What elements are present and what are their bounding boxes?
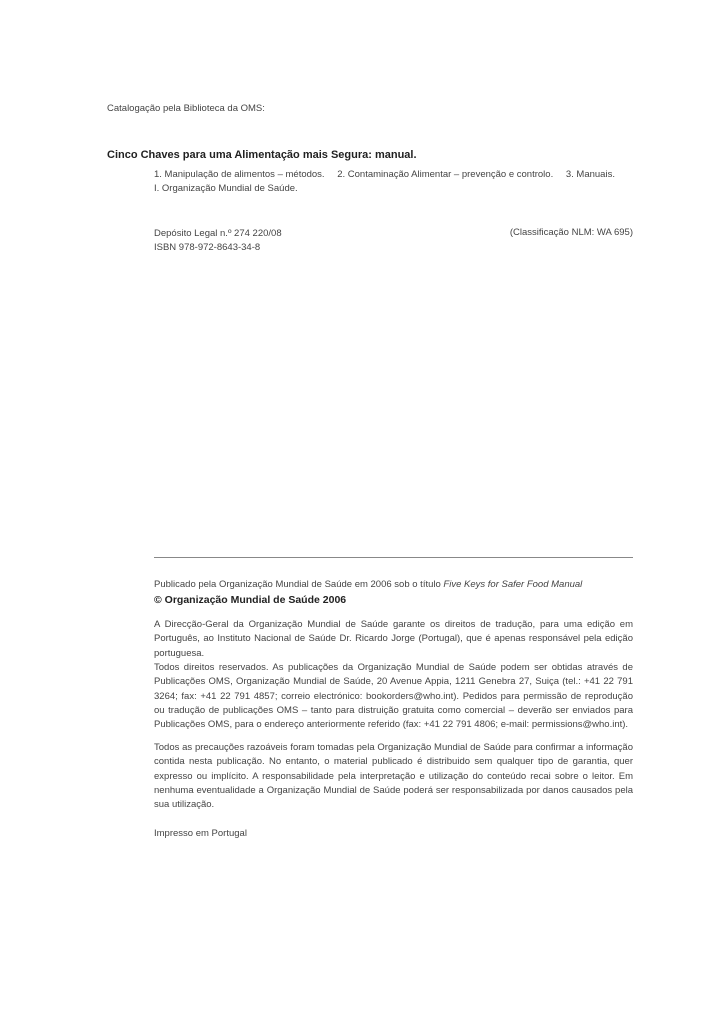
catalog-label: Catalogação pela Biblioteca da OMS: <box>107 103 265 114</box>
translation-rights-paragraph: A Direcção-Geral da Organização Mundial de Saúde garante os direitos de tradução, para uma edição em Português, ao Instituto Nacional de Saúde Dr. Ricardo Jorge (Portugal), que é apenas responsável pela edição portuguesa. <box>154 619 633 659</box>
disclaimer-paragraph: Todos as precauções razoáveis foram tomadas pela Organização Mundial de Saúde para confirmar a informação contida nesta publicação. No entanto, o material publicado é distribuido sem qualquer tipo de garantia, quer expresso ou implícito. A responsabilidade pela interpretação e utilização do conteúdo recai sobre o leitor. Em nenhuma eventualidade a Organização Mundial de Saúde poderá ser responsabilizada por danos causados pela sua utilização. <box>154 742 633 811</box>
isbn: ISBN 978-972-8643-34-8 <box>154 242 261 253</box>
subject-1: 1. Manipulação de alimentos – métodos. <box>154 169 325 180</box>
published-prefix: Publicado pela Organização Mundial de Saúde em 2006 sob o título <box>154 579 444 590</box>
printed-in: Impresso em Portugal <box>154 828 247 839</box>
nlm-classification: (Classificação NLM: WA 695) <box>509 227 633 238</box>
legal-deposit: Depósito Legal n.º 274 220/08 <box>154 228 282 239</box>
original-title: Five Keys for Safer Food Manual <box>443 579 583 590</box>
subject-2: 2. Contaminação Alimentar – prevenção e controlo. <box>337 169 554 180</box>
copyright-notice: © Organização Mundial de Saúde 2006 <box>154 594 347 606</box>
author-entry: I. Organização Mundial de Saúde. <box>154 183 298 194</box>
subject-3: 3. Manuais. <box>565 169 615 180</box>
subject-headings <box>154 168 625 196</box>
divider <box>154 557 633 558</box>
published-by <box>154 578 633 592</box>
legal-info <box>154 227 282 255</box>
rights-reserved-paragraph: Todos direitos reservados. As publicações da Organização Mundial de Saúde podem ser obtidas através de Publicações OMS, Organização Mundial de Saúde, 20 Avenue Appia, 1211 Genebra 27, Suiça (tel.: +41 22 791 3264; fax: +41 22 791 4857; correio electrónico: bookorders@who.int). Pedidos para permissão de reprodução ou tradução de publicações OMS – tanto para distruição gratuita como comercial – deverão ser enviados para Publicações OMS, para o endereço anteriormente referido (fax: +41 22 791 4806; e-mail: permissions@who.int). <box>154 662 633 731</box>
book-title: Cinco Chaves para uma Alimentação mais Segura: manual. <box>107 149 417 161</box>
